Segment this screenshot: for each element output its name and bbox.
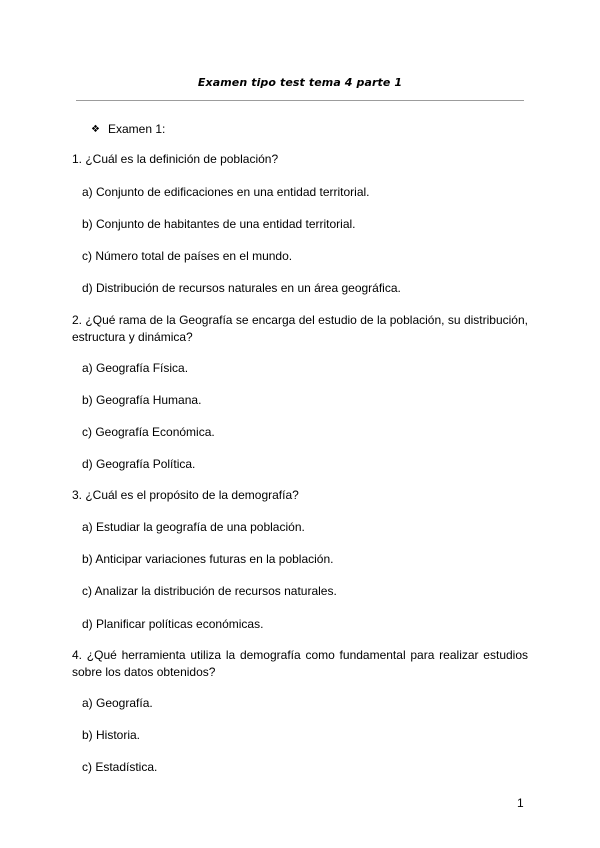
question-1-option-d: d) Distribución de recursos naturales en un área geográfica. — [82, 281, 401, 295]
title-divider — [76, 100, 524, 101]
question-1-option-a: a) Conjunto de edificaciones en una entidad territorial. — [82, 185, 370, 199]
question-2-option-c: c) Geografía Económica. — [82, 425, 215, 439]
question-4-option-c: c) Estadística. — [82, 760, 158, 774]
question-3-option-c: c) Analizar la distribución de recursos naturales. — [82, 584, 337, 598]
question-3-option-b: b) Anticipar variaciones futuras en la población. — [82, 552, 334, 566]
page-number: 1 — [517, 796, 524, 810]
question-1-option-c: c) Número total de países en el mundo. — [82, 249, 293, 263]
question-2-option-a: a) Geografía Física. — [82, 361, 189, 375]
document-title: Examen tipo test tema 4 parte 1 — [197, 76, 403, 89]
question-1-option-b: b) Conjunto de habitantes de una entidad territorial. — [82, 217, 356, 231]
question-3-option-d: d) Planificar políticas económicas. — [82, 617, 264, 631]
question-2-option-d: d) Geografía Política. — [82, 457, 196, 471]
question-4-option-b: b) Historia. — [82, 728, 141, 742]
question-3: 3. ¿Cuál es el propósito de la demografía? — [72, 488, 299, 502]
question-3-option-a: a) Estudiar la geografía de una población. — [82, 520, 305, 534]
question-2-option-b: b) Geografía Humana. — [82, 393, 202, 407]
question-2: 2. ¿Qué rama de la Geografía se encarga del estudio de la población, su distribución, estructura y dinámica? — [72, 313, 528, 344]
section-label: Examen 1: — [108, 122, 166, 136]
question-4-option-a: a) Geografía. — [82, 696, 153, 710]
diamond-bullet-icon: ❖ — [91, 123, 100, 135]
question-1: 1. ¿Cuál es la definición de población? — [72, 152, 279, 166]
section-heading — [91, 122, 165, 136]
question-4: 4. ¿Qué herramienta utiliza la demografía como fundamental para realizar estudios sobre los datos obtenidos? — [72, 648, 528, 679]
